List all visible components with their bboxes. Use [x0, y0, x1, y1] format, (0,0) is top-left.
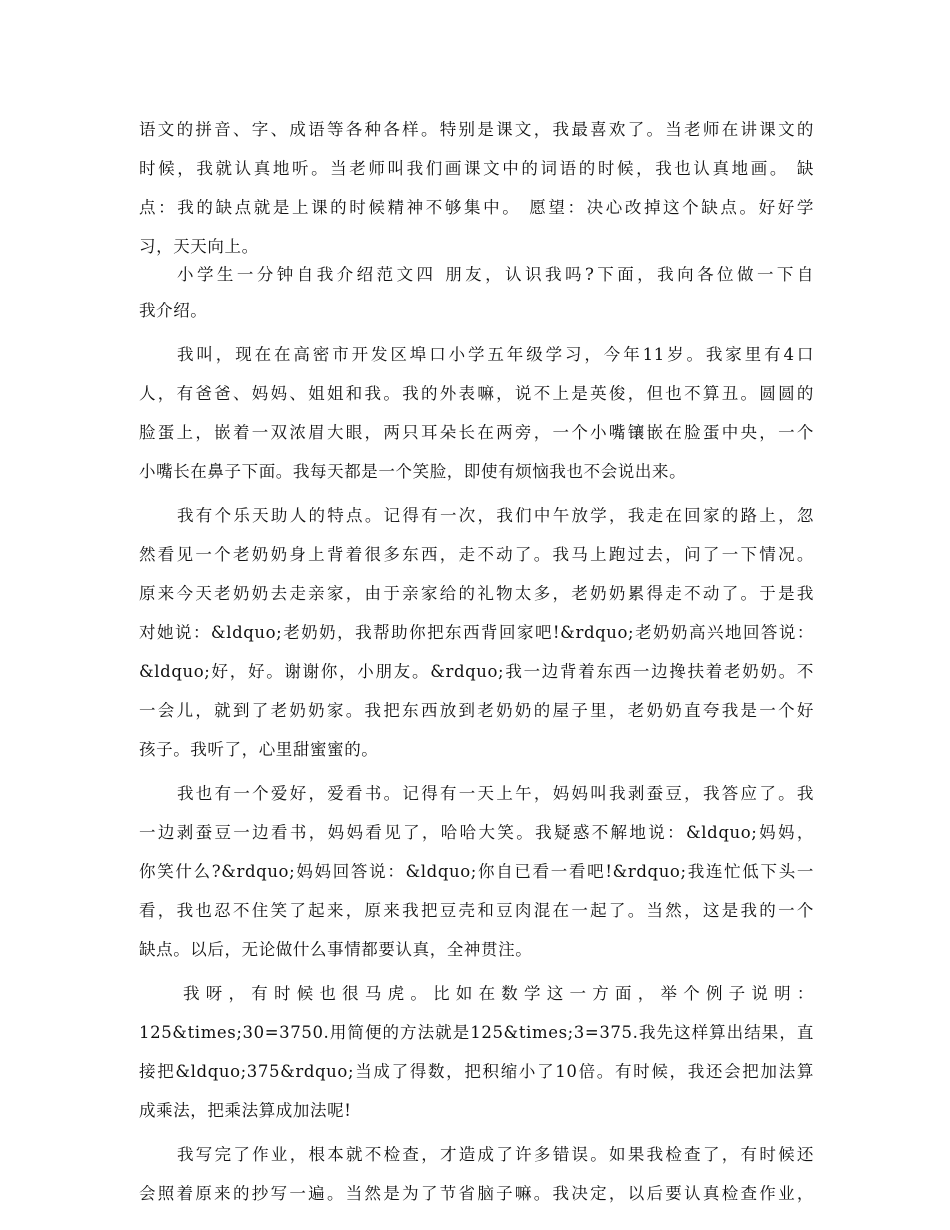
paragraph-start-line: 我呀，有时候也很马虎。比如在数学这一方面，举个例子说明：	[183, 984, 814, 1003]
text-line: 习，天天向上。	[139, 237, 259, 256]
text-line: 孩子。我听了，心里甜蜜蜜的。	[139, 740, 379, 759]
paragraph-start-line: 我也有一个爱好，爱看书。记得有一天上午，妈妈叫我剥蚕豆，我答应了。我	[177, 784, 814, 803]
text-line: 你笑什么?&rdquo;妈妈回答说：&ldquo;你自已看一看吧!&rdquo;我连忙低下头一	[139, 862, 814, 881]
text-line: 时候，我就认真地听。当老师叫我们画课文中的词语的时候，我也认真地画。 缺	[139, 159, 814, 178]
text-line: 语文的拼音、字、成语等各种各样。特别是课文，我最喜欢了。当老师在讲课文的	[139, 120, 814, 139]
text-line: 看，我也忍不住笑了起来，原来我把豆壳和豆肉混在一起了。当然，这是我的一个	[139, 901, 814, 920]
text-line: 我介绍。	[139, 301, 208, 320]
text-line: 125&times;30=3750.用简便的方法就是125&times;3=375.我先这样算出结果，直	[139, 1023, 814, 1042]
text-line: 成乘法，把乘法算成加法呢!	[139, 1101, 352, 1120]
text-line: 点：我的缺点就是上课的时候精神不够集中。 愿望：决心改掉这个缺点。好好学	[139, 198, 814, 217]
text-line: 人，有爸爸、妈妈、姐姐和我。我的外表嘛，说不上是英俊，但也不算丑。圆圆的	[139, 384, 814, 403]
paragraph-start-line: 我叫，现在在高密市开发区埠口小学五年级学习，今年11岁。我家里有4口	[177, 345, 814, 364]
text-line: 然看见一个老奶奶身上背着很多东西，走不动了。我马上跑过去，问了一下情况。	[139, 545, 814, 564]
text-line: 小嘴长在鼻子下面。我每天都是一个笑脸，即使有烦恼我也不会说出来。	[139, 462, 687, 481]
text-line: &ldquo;好，好。谢谢你，小朋友。&rdquo;我一边背着东西一边搀扶着老奶奶。不	[139, 662, 814, 681]
section-heading-line: 小学生一分钟自我介绍范文四 朋友，认识我吗?下面，我向各位做一下自	[177, 265, 814, 284]
text-line: 脸蛋上，嵌着一双浓眉大眼，两只耳朵长在两旁，一个小嘴镶嵌在脸蛋中央，一个	[139, 423, 814, 442]
text-line: 一边剥蚕豆一边看书，妈妈看见了，哈哈大笑。我疑惑不解地说：&ldquo;妈妈，	[139, 823, 814, 842]
paragraph-start-line: 我写完了作业，根本就不检查，才造成了许多错误。如果我检查了，有时候还	[177, 1145, 814, 1164]
text-line: 缺点。以后，无论做什么事情都要认真，全神贯注。	[139, 940, 533, 959]
text-line: 原来今天老奶奶去走亲家，由于亲家给的礼物太多，老奶奶累得走不动了。于是我	[139, 584, 814, 603]
text-line: 会照着原来的抄写一遍。当然是为了节省脑子嘛。我决定，以后要认真检查作业，	[139, 1184, 814, 1203]
text-line: 对她说：&ldquo;老奶奶，我帮助你把东西背回家吧!&rdquo;老奶奶高兴地回答说：	[139, 623, 814, 642]
text-line: 一会儿，就到了老奶奶家。我把东西放到老奶奶的屋子里，老奶奶直夸我是一个好	[139, 701, 814, 720]
paragraph-start-line: 我有个乐天助人的特点。记得有一次，我们中午放学，我走在回家的路上，忽	[177, 506, 814, 525]
text-line: 接把&ldquo;375&rdquo;当成了得数，把积缩小了10倍。有时候，我还会把加法算	[139, 1062, 814, 1081]
